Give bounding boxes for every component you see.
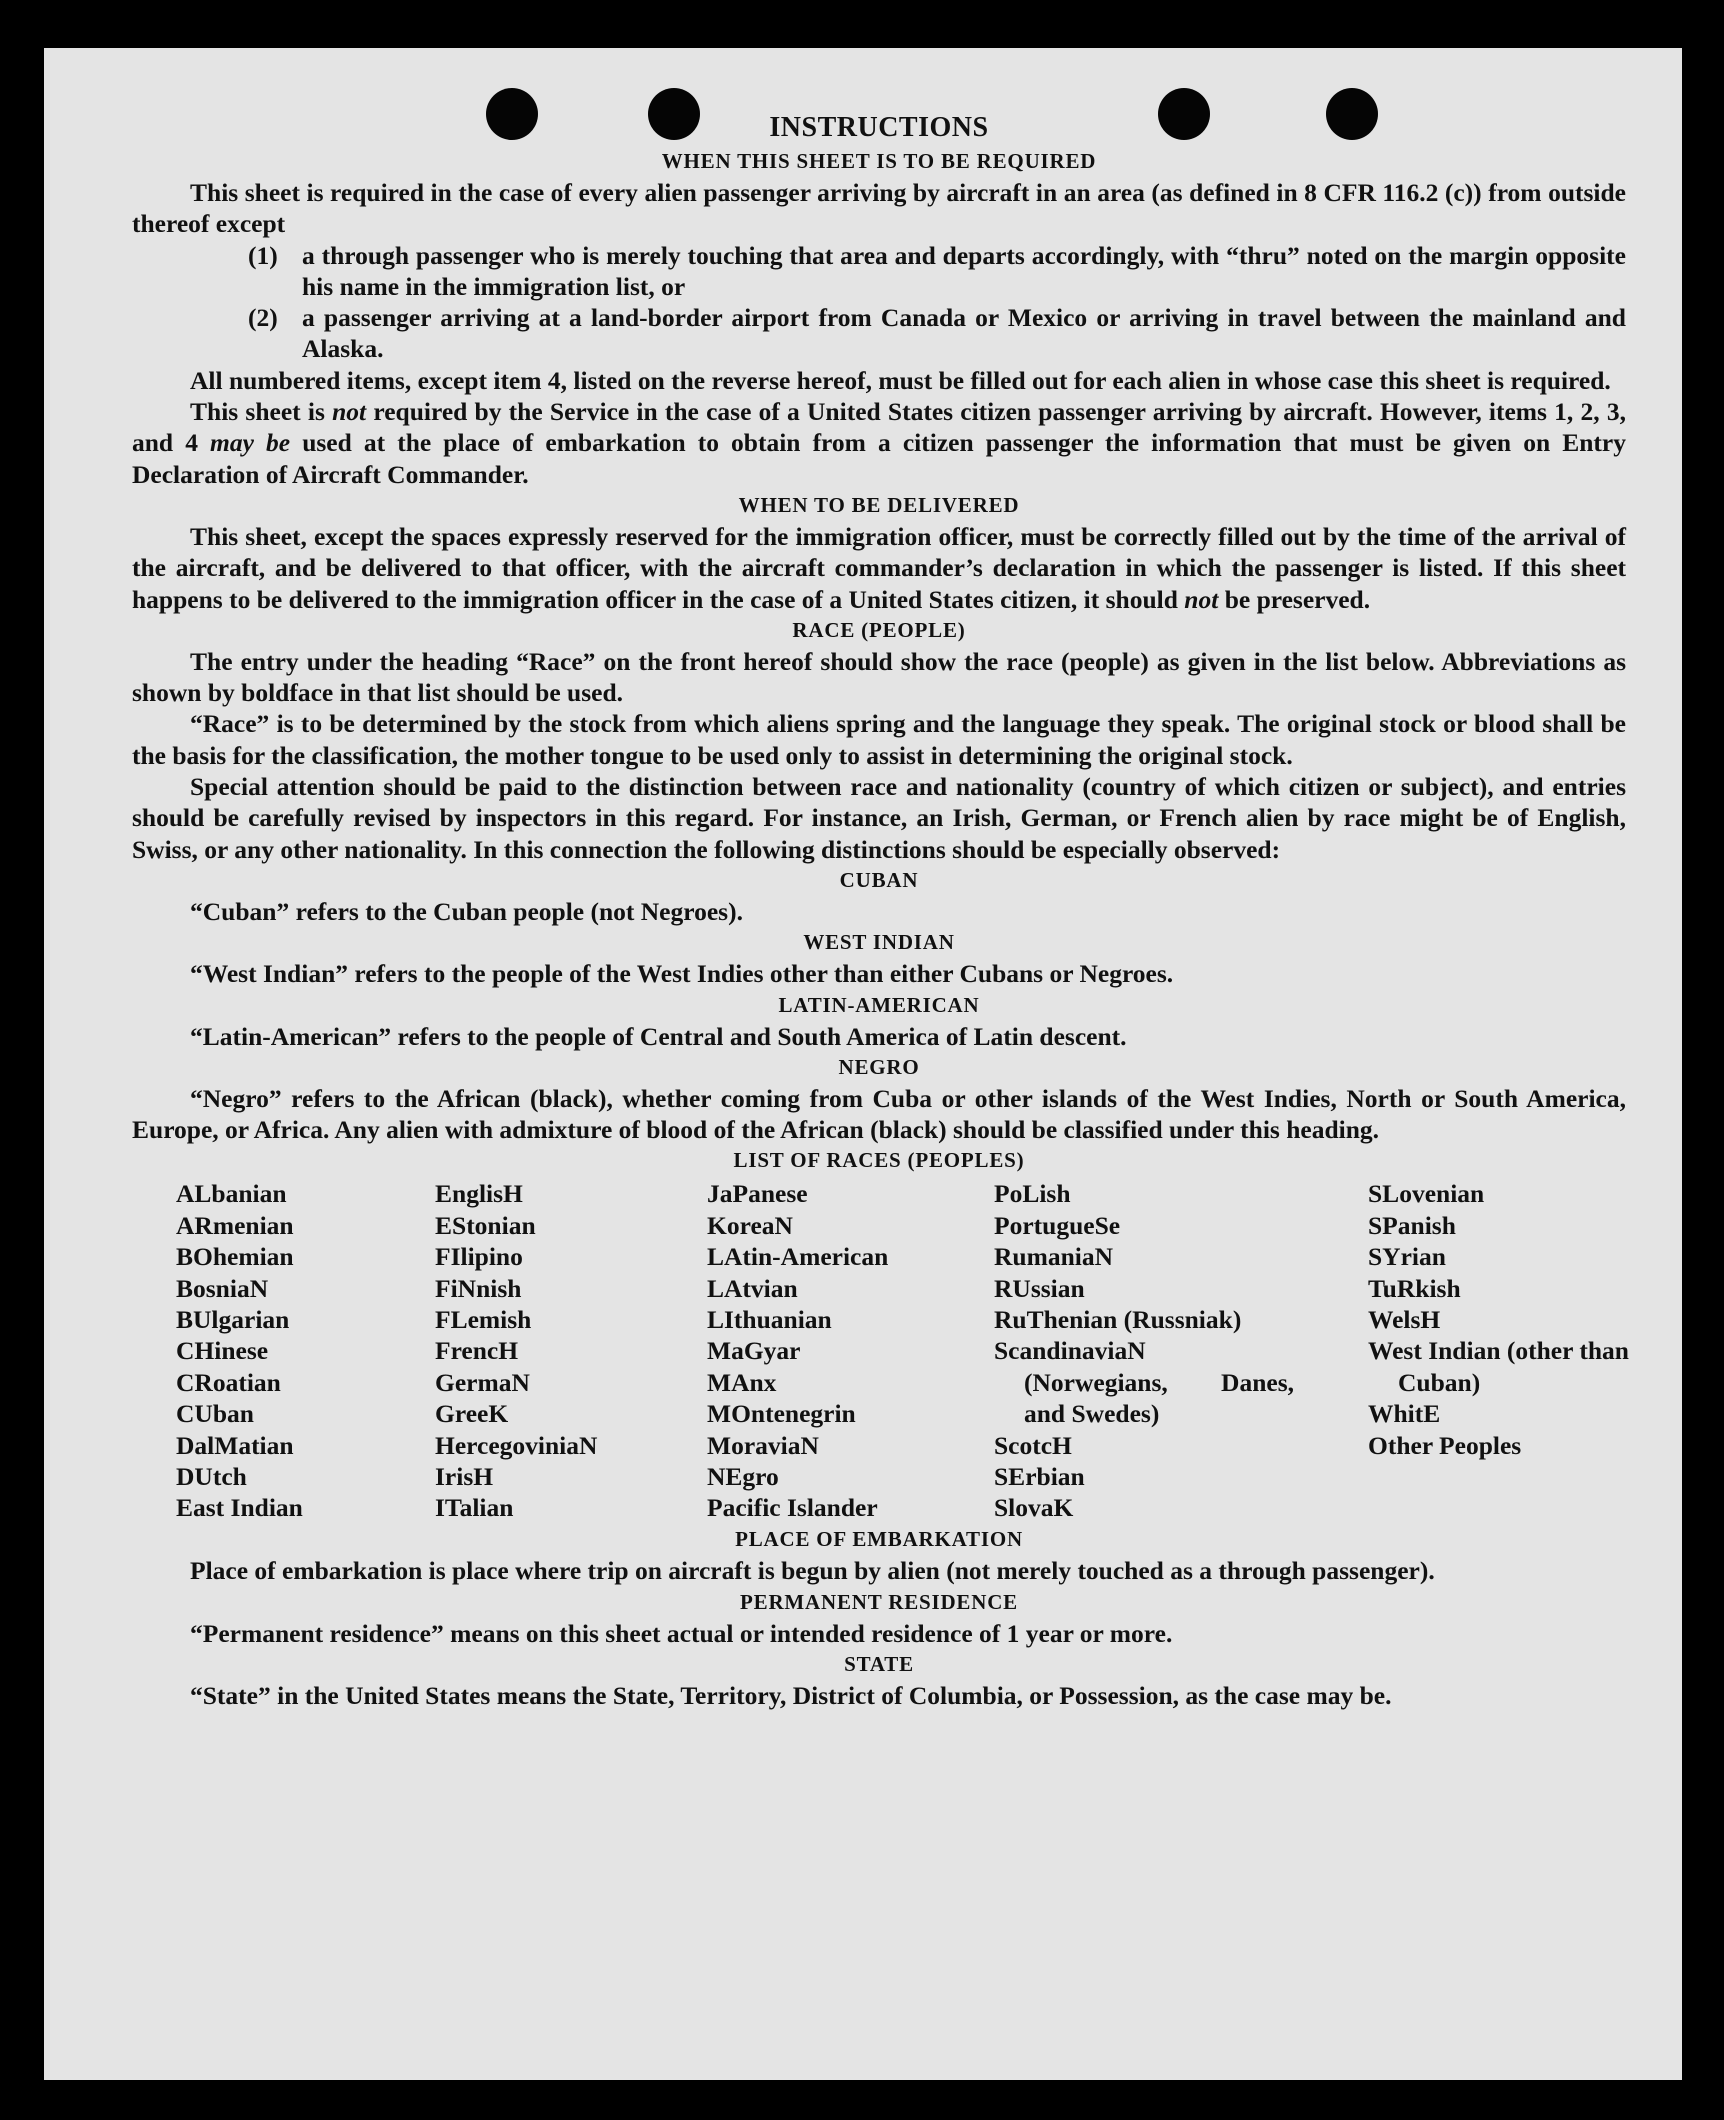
race-item: GermaN <box>435 1367 530 1397</box>
race-item: SlovaK <box>994 1493 1074 1523</box>
race-item: TuRkish <box>1368 1273 1461 1303</box>
section-heading: LIST OF RACES (PEOPLES) <box>733 1148 1025 1173</box>
paragraph: “Negro” refers to the African (black), whether coming from Cuba or other islands of the West Indies, North or South America, Europe, or Africa. Any alien with admixture of blood of the African (black) should be classified under this heading. <box>132 1083 1626 1145</box>
section-heading: WEST INDIAN <box>803 930 955 955</box>
race-item: BUlgarian <box>176 1305 290 1335</box>
race-item: RUssian <box>994 1273 1085 1303</box>
race-item: FrencH <box>435 1336 519 1366</box>
race-column <box>994 1178 1294 1523</box>
race-item: DalMatian <box>176 1430 294 1460</box>
race-item: SErbian <box>994 1462 1085 1492</box>
race-item: EStonian <box>435 1210 536 1240</box>
paragraph: “West Indian” refers to the people of the West Indies other than either Cubans or Negroes. <box>190 959 1174 989</box>
race-item: WhitE <box>1368 1399 1441 1429</box>
race-item: SLovenian <box>1368 1179 1485 1209</box>
race-item: RuThenian (Russniak) <box>994 1305 1242 1335</box>
item-number: (2) <box>248 303 278 333</box>
numbered-item <box>132 302 1626 365</box>
numbered-item <box>132 240 1626 303</box>
race-item: BosniaN <box>176 1273 269 1303</box>
race-item: PortugueSe <box>994 1210 1121 1240</box>
paragraph: All numbered items, except item 4, listed on the reverse hereof, must be filled out for each alien in whose case this sheet is required. <box>190 365 1611 395</box>
paragraph: This sheet is required in the case of every alien passenger arriving by aircraft in an area (as defined in 8 CFR 116.2 (c)) from outside thereof except <box>132 178 1626 239</box>
race-item: WelsH <box>1368 1305 1441 1335</box>
item-text: a passenger arriving at a land-border airport from Canada or Mexico or arriving in travel between the mainland and Alaska. <box>302 303 1626 364</box>
race-column <box>435 1178 597 1523</box>
race-item: MAnx <box>707 1367 777 1397</box>
race-column <box>176 1178 303 1523</box>
document-page <box>44 48 1682 2080</box>
section-heading: PLACE OF EMBARKATION <box>735 1527 1023 1552</box>
race-item: SPanish <box>1368 1210 1456 1240</box>
race-item: PoLish <box>994 1179 1071 1209</box>
paragraph: “Latin-American” refers to the people of Central and South America of Latin descent. <box>190 1021 1127 1051</box>
paragraph: “Permanent residence” means on this sheet actual or intended residence of 1 year or more. <box>190 1618 1173 1648</box>
race-item: SYrian <box>1368 1242 1446 1272</box>
race-item: ARmenian <box>176 1210 294 1240</box>
race-list <box>132 1178 1629 1524</box>
race-item: MaGyar <box>707 1336 801 1366</box>
race-item: FIlipino <box>435 1242 523 1272</box>
paragraph: Place of embarkation is place where trip on aircraft is begun by alien (not merely touched as a through passenger). <box>190 1556 1435 1586</box>
race-item: CUban <box>176 1399 254 1429</box>
item-text: a through passenger who is merely touching that area and departs accordingly, with “thru” noted on the margin opposite his name in the immigration list, or <box>302 240 1626 301</box>
paragraph: This sheet is not required by the Service in the case of a United States citizen passenger arriving by aircraft. However, items 1, 2, 3, and 4 may be used at the place of embarkation to obtain from a citizen passenger the information that must be given on Entry Declaration of Aircraft Commander. <box>132 397 1626 489</box>
race-item: LIthuanian <box>707 1305 832 1335</box>
race-item: GreeK <box>435 1399 509 1429</box>
race-item: RumaniaN <box>994 1242 1114 1272</box>
race-item: ScotcH <box>994 1430 1072 1460</box>
race-column <box>1368 1178 1630 1461</box>
race-item: MoraviaN <box>707 1430 819 1460</box>
race-item: LAtvian <box>707 1273 798 1303</box>
section-heading: NEGRO <box>838 1054 920 1079</box>
paragraph: Special attention should be paid to the distinction between race and nationality (country of which citizen or subject), and entries should be carefully revised by inspectors in this regard. For instance, an Irish, German, or French alien by race might be of English, Swiss, or any other nationality. In this connection the following distinctions should be especially observed: <box>132 772 1626 864</box>
section-heading: WHEN TO BE DELIVERED <box>738 492 1020 517</box>
race-item: LAtin-American <box>707 1242 889 1272</box>
paragraph: “Cuban” refers to the Cuban people (not Negroes). <box>190 896 743 926</box>
race-item: CRoatian <box>176 1367 281 1397</box>
race-item: JaPanese <box>707 1179 808 1209</box>
race-item: KoreaN <box>707 1210 793 1240</box>
race-item: BOhemian <box>176 1242 294 1272</box>
section-heading: LATIN-AMERICAN <box>778 992 980 1017</box>
race-item: EnglisH <box>435 1179 523 1209</box>
paragraph: “State” in the United States means the State, Territory, District of Columbia, or Possession, as the case may be. <box>190 1681 1392 1711</box>
paragraph: “Race” is to be determined by the stock from which aliens spring and the language they speak. The original stock or blood shall be the basis for the classification, the mother tongue to be used only to assist in determining the original stock. <box>132 709 1626 770</box>
race-item: Pacific Islander <box>707 1493 878 1523</box>
section-heading: PERMANENT RESIDENCE <box>740 1589 1018 1614</box>
race-item: ITalian <box>435 1493 514 1523</box>
race-item: DUtch <box>176 1462 247 1492</box>
section-heading: CUBAN <box>839 867 919 892</box>
race-item: FiNnish <box>435 1273 522 1303</box>
race-item: HercegoviniaN <box>435 1430 598 1460</box>
section-heading: STATE <box>844 1652 914 1677</box>
paragraph: The entry under the heading “Race” on the front hereof should show the race (people) as given in the list below. Abbreviations as shown by boldface in that list should be used. <box>132 646 1626 708</box>
section-heading: RACE (PEOPLE) <box>792 617 966 642</box>
item-number: (1) <box>248 240 278 270</box>
page-title: INSTRUCTIONS <box>769 112 989 143</box>
race-item: FLemish <box>435 1305 532 1335</box>
race-item: NEgro <box>707 1462 779 1492</box>
race-column <box>707 1178 888 1523</box>
race-item: MOntenegrin <box>707 1399 856 1429</box>
race-item: ALbanian <box>176 1179 287 1209</box>
race-item: IrisH <box>435 1462 494 1492</box>
race-item: CHinese <box>176 1336 269 1366</box>
race-item: ScandinaviaN (Norwegians, Danes, and Swedes) <box>994 1336 1294 1429</box>
race-item: Other Peoples <box>1368 1430 1522 1460</box>
instructions-body <box>132 110 1629 1711</box>
section-heading: WHEN THIS SHEET IS TO BE REQUIRED <box>661 149 1097 173</box>
race-item: West Indian (other than Cuban) <box>1368 1336 1629 1397</box>
paragraph: This sheet, except the spaces expressly reserved for the immigration officer, must be correctly filled out by the time of the arrival of the aircraft, and be delivered to that officer, with the aircraft commander’s declaration in which the passenger is listed. If this sheet happens to be delivered to the immigration officer in the case of a United States citizen, it should not be preserved. <box>132 521 1626 614</box>
race-item: East Indian <box>176 1493 303 1523</box>
